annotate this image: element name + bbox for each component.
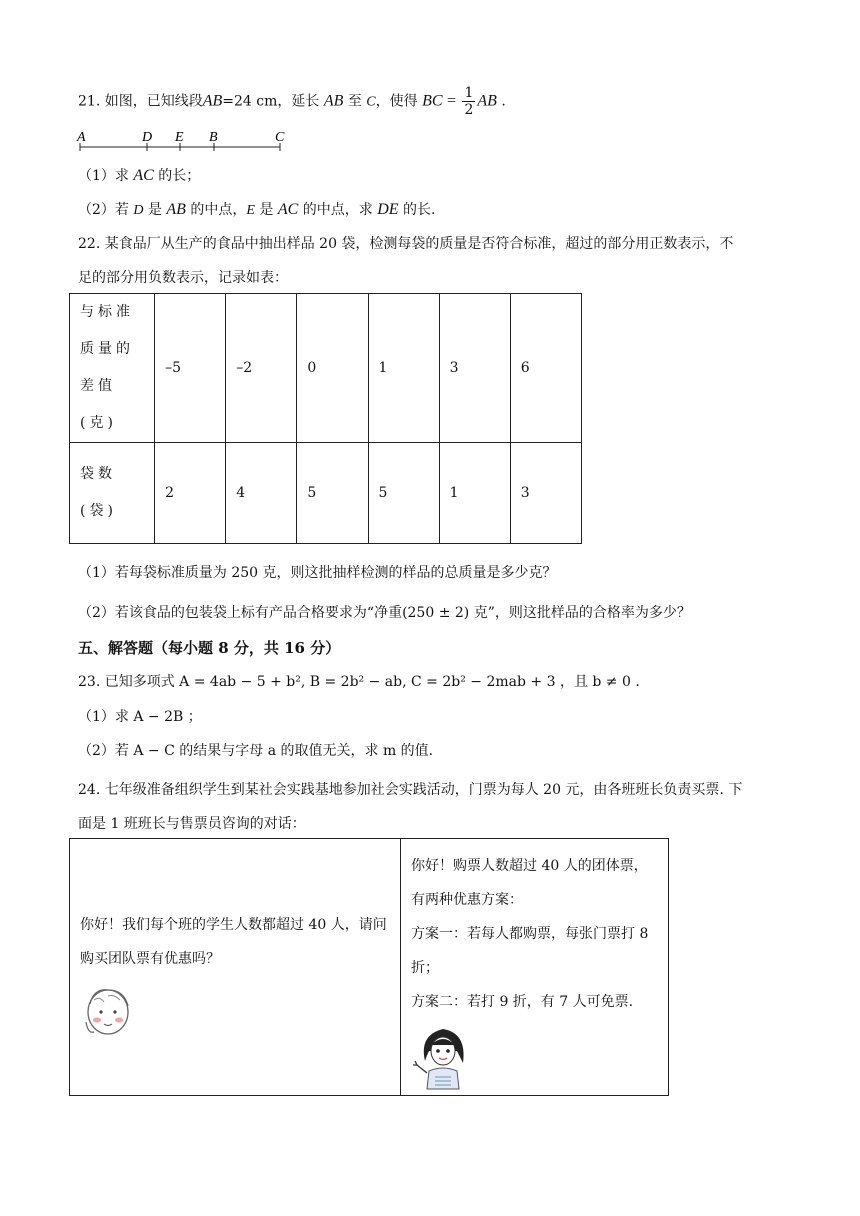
q21-sub2-text: （2）若 (78, 202, 129, 218)
student-cell (70, 839, 401, 1096)
table-cell: 1 (368, 294, 439, 443)
q21-sub2-text: 的中点，求 (302, 202, 373, 218)
q21-text: =24 cm，延长 (222, 93, 320, 110)
q21-stem (78, 86, 506, 118)
seller-avatar-icon (411, 1021, 475, 1091)
point-label-d: D (142, 130, 153, 145)
table-cell: –5 (155, 294, 226, 443)
q21-sub2-text: 是 (259, 202, 274, 218)
table-cell: 3 (439, 294, 510, 443)
q21-seg-ab: AB (202, 92, 223, 110)
table-row-label: 袋数(袋) (70, 443, 155, 544)
table-cell: 0 (297, 294, 368, 443)
table-row (70, 839, 669, 1096)
q21-bc: BC (422, 92, 443, 110)
q22-sub1: （1）若每袋标准质量为 250 克，则这批抽样检测的样品的总质量是多少克？ (78, 565, 557, 581)
q21-sub2-d: D (133, 203, 144, 218)
q22-sub2: （2）若该食品的包装袋上标有产品合格要求为“净重(250 ± 2) 克”，则这批样品的合格率为多少？ (78, 605, 691, 621)
q24-line2: 面是 1 班班长与售票员咨询的对话： (78, 816, 306, 832)
q21-seg-ab: AB (323, 92, 344, 110)
q21-sub2-de: DE (377, 201, 399, 218)
table-cell: 4 (226, 443, 297, 544)
table-row (70, 294, 582, 443)
table-cell: –2 (226, 294, 297, 443)
frac-den: 2 (464, 102, 474, 118)
q21-sub2-ac: AC (277, 201, 299, 218)
seller-line: 方案一：若每人都购票，每张门票打 8 (411, 926, 649, 942)
seller-line: 折； (411, 960, 439, 976)
seller-line: 有两种优惠方案： (411, 892, 523, 908)
student-avatar-icon (80, 982, 140, 1044)
q21-text: 如图，已知线段 (104, 93, 203, 110)
q21-sub1 (78, 164, 200, 188)
q23-stem: 23. 已知多项式 A = 4ab − 5 + b², B = 2b² − ab, C = 2b² − 2mab + 3 ，且 b ≠ 0 . (78, 674, 640, 690)
q24-dialog-table (69, 838, 669, 1096)
q22-line1: 22. 某食品厂从生产的食品中抽出样品 20 袋，检测每袋的质量是否符合标准，超过的部分用正数表示，不 (78, 236, 734, 252)
q21-text: 至 (347, 93, 362, 110)
q21-sub2-text: 的长. (403, 202, 436, 218)
q21-ab: AB (477, 92, 497, 110)
seller-line: 方案二：若打 9 折，有 7 人可免票. (411, 994, 634, 1010)
q21-period: . (501, 93, 506, 110)
q21-sub1-text: （1）求 (78, 168, 129, 184)
table-row (70, 443, 582, 544)
q21-sub2 (78, 198, 435, 223)
q22-table (69, 293, 582, 544)
q21-number: 21. (78, 93, 101, 110)
q21-sub1-text: 的长； (158, 168, 201, 184)
q23-sub1: （1）求 A − 2B ； (78, 709, 202, 725)
q21-sub2-text: 是 (147, 202, 162, 218)
q21-text: ，使得 (375, 93, 418, 110)
q21-eq: = (447, 92, 457, 110)
q21-point-c: C (366, 94, 376, 110)
table-cell: 5 (297, 443, 368, 544)
q22-line2: 足的部分用负数表示，记录如表： (78, 270, 288, 286)
q21-sub2-text: 的中点， (190, 202, 247, 218)
section-heading: 五、解答题（每小题 8 分，共 16 分） (78, 639, 341, 657)
point-label-a: A (77, 130, 86, 145)
q21-fraction (462, 86, 475, 117)
frac-num: 1 (464, 85, 474, 101)
segment-figure (76, 128, 286, 156)
point-label-b: B (209, 130, 218, 145)
table-cell: 5 (368, 443, 439, 544)
point-label-c: C (275, 130, 285, 145)
table-row-label: 与标准质量的差值(克) (70, 294, 155, 443)
seller-line: 你好！购票人数超过 40 人的团体票， (411, 858, 648, 874)
table-cell: 6 (510, 294, 581, 443)
q24-line1: 24. 七年级准备组织学生到某社会实践基地参加社会实践活动，门票为每人 20 元，由各班班长负责买票. 下 (78, 782, 743, 798)
table-cell: 3 (510, 443, 581, 544)
table-cell: 1 (439, 443, 510, 544)
student-text: 你好！我们每个班的学生人数都超过 40 人，请问购买团队票有优惠吗？ (80, 917, 387, 967)
q23-sub2: （2）若 A − C 的结果与字母 a 的取值无关，求 m 的值. (78, 743, 434, 759)
q21-sub2-e: E (246, 203, 255, 218)
seller-cell (401, 839, 669, 1096)
point-label-e: E (175, 130, 184, 145)
table-cell: 2 (155, 443, 226, 544)
q21-sub2-ab: AB (166, 201, 186, 218)
q21-sub1-var: AC (133, 167, 154, 184)
